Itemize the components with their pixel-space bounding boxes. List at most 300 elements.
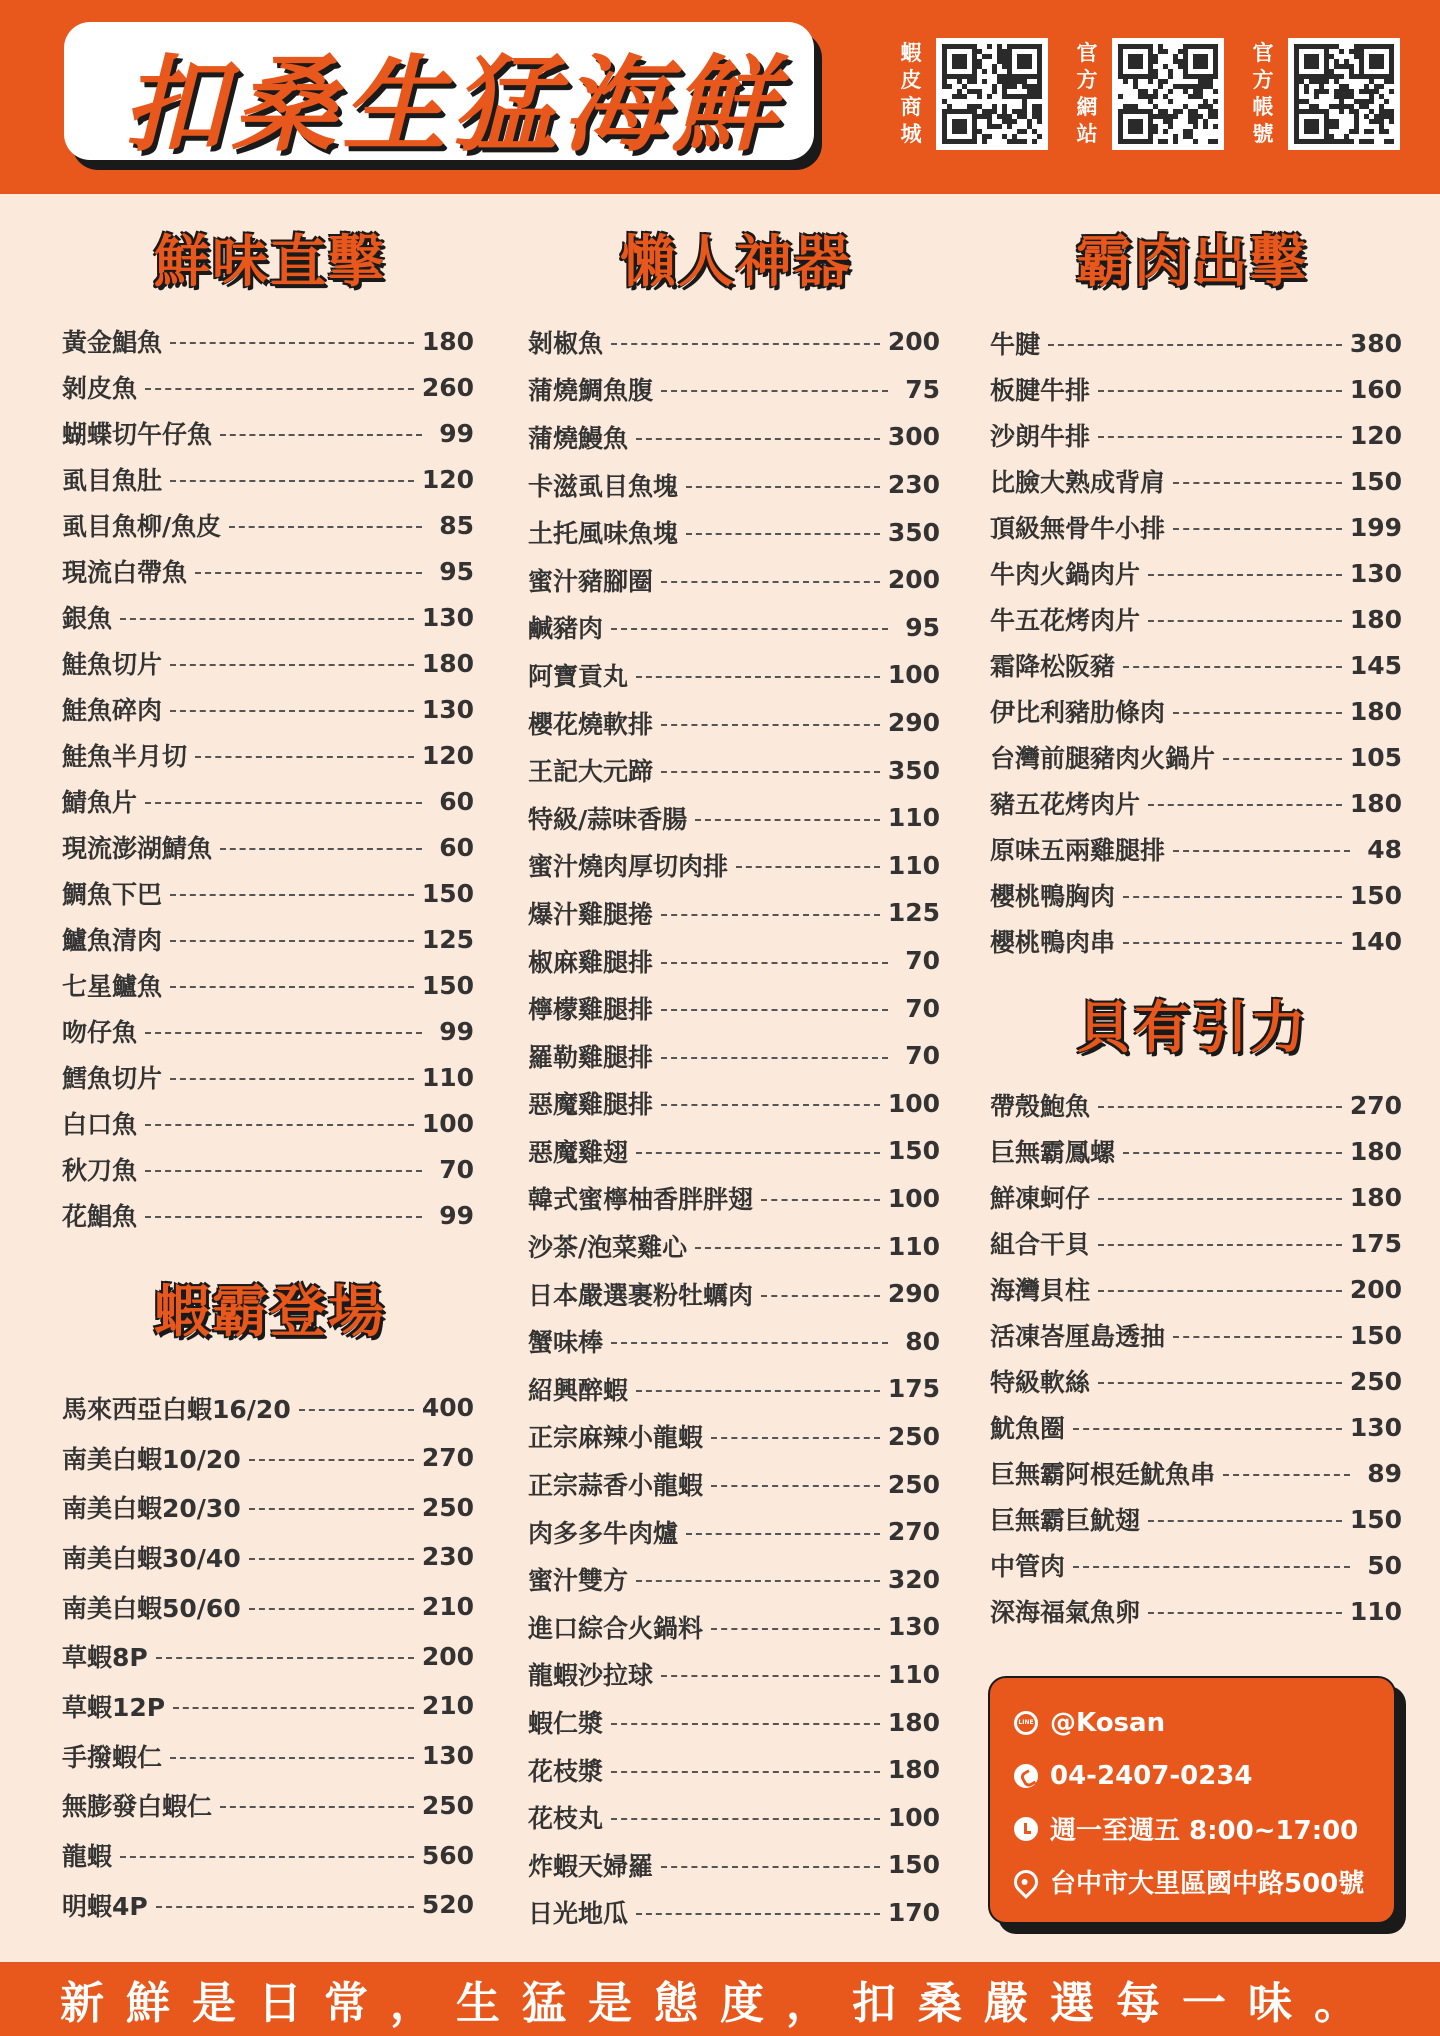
menu-item-name: 比臉大熟成背肩 — [990, 468, 1166, 497]
menu-item-name: 櫻桃鴨肉串 — [990, 928, 1116, 957]
dotted-leader — [661, 1057, 888, 1059]
menu-item-price: 180 — [1349, 696, 1402, 726]
menu-item — [528, 1127, 940, 1175]
menu-item-price: 60 — [439, 786, 474, 816]
menu-item-price: 120 — [421, 464, 474, 494]
dotted-leader — [1173, 1336, 1342, 1338]
menu-item-price: 130 — [1349, 1412, 1402, 1442]
menu-item-price: 520 — [421, 1890, 474, 1920]
dotted-leader — [1148, 1612, 1342, 1614]
dotted-leader — [220, 434, 422, 436]
menu-item — [62, 1880, 474, 1930]
dotted-leader — [1148, 574, 1342, 576]
phone-icon — [1014, 1764, 1038, 1788]
menu-item — [62, 870, 474, 916]
dotted-leader — [1223, 758, 1342, 760]
dotted-leader — [661, 1009, 888, 1011]
dotted-leader — [249, 1459, 414, 1461]
dotted-leader — [611, 343, 880, 345]
menu-item — [990, 320, 1402, 366]
menu-item — [528, 1413, 940, 1461]
dotted-leader — [220, 848, 422, 850]
dotted-leader — [145, 1124, 414, 1126]
menu-item-name: 正宗蒜香小龍蝦 — [528, 1471, 704, 1501]
menu-item — [528, 413, 940, 461]
menu-item-name: 正宗麻辣小龍蝦 — [528, 1423, 704, 1453]
menu-item — [990, 1312, 1402, 1358]
menu-item-name: 馬來西亞白蝦16/20 — [62, 1394, 291, 1424]
dotted-leader — [711, 1437, 880, 1439]
menu-item — [62, 456, 474, 502]
qr-website[interactable] — [1074, 38, 1224, 150]
dotted-leader — [661, 581, 880, 583]
menu-item — [990, 1588, 1402, 1634]
contact-address[interactable] — [1014, 1855, 1370, 1908]
menu-item — [990, 1450, 1402, 1496]
menu-item-price: 180 — [1349, 1136, 1402, 1166]
dotted-leader — [229, 526, 422, 528]
dotted-leader — [686, 533, 880, 535]
menu-item — [62, 594, 474, 640]
menu-item-price: 130 — [1349, 558, 1402, 588]
menu-item-price: 70 — [905, 993, 940, 1023]
menu-item — [62, 1433, 474, 1483]
menu-item-price: 89 — [1367, 1458, 1402, 1488]
contact-card — [988, 1676, 1396, 1924]
dotted-leader — [145, 1216, 422, 1218]
dotted-leader — [1098, 436, 1342, 438]
menu-item-name: 豬五花烤肉片 — [990, 790, 1141, 819]
menu-item-name: 伊比利豬肋條肉 — [990, 698, 1166, 727]
menu-item-price: 110 — [887, 1231, 940, 1261]
menu-item-price: 180 — [1349, 1182, 1402, 1212]
menu-item — [528, 1175, 940, 1223]
menu-item — [990, 596, 1402, 642]
address: 台中市大里區國中路500號 — [1050, 1869, 1365, 1899]
menu-item — [528, 1841, 940, 1889]
menu-item — [62, 1146, 474, 1192]
dotted-leader — [170, 664, 414, 666]
menu-item — [990, 872, 1402, 918]
menu-item-price: 110 — [887, 850, 940, 880]
dotted-leader — [195, 756, 414, 758]
menu-item-price: 125 — [887, 898, 940, 928]
menu-item-price: 50 — [1367, 1550, 1402, 1580]
menu-item — [528, 1793, 940, 1841]
menu-item-name: 活凍峇厘島透抽 — [990, 1322, 1166, 1351]
menu-item — [528, 842, 940, 890]
menu-item-price: 150 — [1349, 880, 1402, 910]
menu-item-name: 白口魚 — [62, 1110, 138, 1139]
dotted-leader — [1123, 1152, 1342, 1154]
dotted-leader — [611, 1771, 880, 1773]
menu-item-price: 105 — [1349, 742, 1402, 772]
menu-item — [62, 1582, 474, 1632]
menu-item-price: 140 — [1349, 926, 1402, 956]
menu-item — [62, 1100, 474, 1146]
dotted-leader — [145, 388, 414, 390]
menu-item-price: 100 — [887, 1183, 940, 1213]
dotted-leader — [1148, 620, 1342, 622]
menu-item — [62, 686, 474, 732]
menu-item-name: 巨無霸巨魷翅 — [990, 1506, 1141, 1535]
menu-item-price: 180 — [1349, 788, 1402, 818]
menu-item — [528, 556, 940, 604]
menu-item-price: 210 — [421, 1592, 474, 1622]
section-title-lazy: 懶人神器 — [620, 230, 852, 295]
menu-item-name: 羅勒雞腿排 — [528, 1042, 654, 1072]
dotted-leader — [661, 1866, 880, 1868]
dotted-leader — [170, 986, 414, 988]
menu-item-price: 99 — [439, 418, 474, 448]
dotted-leader — [636, 1913, 880, 1915]
menu-item-price: 230 — [887, 470, 940, 500]
dotted-leader — [156, 1657, 414, 1659]
dotted-leader — [636, 1390, 880, 1392]
menu-item-name: 櫻桃鴨胸肉 — [990, 882, 1116, 911]
menu-item-name: 巨無霸鳳螺 — [990, 1138, 1116, 1167]
dotted-leader — [661, 724, 880, 726]
menu-item-name: 日光地瓜 — [528, 1899, 629, 1929]
menu-item-price: 110 — [421, 1062, 474, 1092]
menu-item-name: 南美白蝦50/60 — [62, 1593, 241, 1623]
menu-list-fresh — [62, 318, 474, 1238]
menu-item — [990, 734, 1402, 780]
menu-item — [528, 1508, 940, 1556]
menu-item-price: 120 — [1349, 420, 1402, 450]
menu-item-price: 380 — [1349, 328, 1402, 358]
menu-item — [990, 458, 1402, 504]
dotted-leader — [1098, 1106, 1342, 1108]
dotted-leader — [220, 1806, 414, 1808]
dotted-leader — [1148, 1520, 1342, 1522]
menu-item-price: 290 — [887, 708, 940, 738]
line-id: @Kosan — [1050, 1707, 1166, 1738]
menu-item-price: 170 — [887, 1897, 940, 1927]
menu-item — [62, 1731, 474, 1781]
dotted-leader — [170, 1757, 414, 1759]
menu-item-price: 110 — [887, 803, 940, 833]
menu-item-price: 250 — [421, 1790, 474, 1820]
menu-item — [528, 984, 940, 1032]
menu-item-name: 花枝漿 — [528, 1756, 604, 1786]
menu-item-price: 75 — [905, 374, 940, 404]
dotted-leader — [636, 676, 880, 678]
menu-item-price: 70 — [439, 1154, 474, 1184]
menu-item-price: 130 — [421, 1741, 474, 1771]
menu-item-price: 199 — [1349, 512, 1402, 542]
menu-item-price: 95 — [439, 556, 474, 586]
menu-item-price: 130 — [887, 1612, 940, 1642]
dotted-leader — [170, 940, 414, 942]
business-hours: 週一至週五 8:00~17:00 — [1050, 1816, 1359, 1846]
dotted-leader — [695, 819, 880, 821]
menu-item — [62, 364, 474, 410]
menu-item-name: 蜜汁燒肉厚切肉排 — [528, 852, 729, 882]
dotted-leader — [695, 1247, 880, 1249]
menu-item — [990, 1174, 1402, 1220]
menu-item — [528, 746, 940, 794]
dotted-leader — [170, 710, 414, 712]
menu-item — [62, 1054, 474, 1100]
menu-item-name: 虱目魚柳/魚皮 — [62, 512, 222, 541]
dotted-leader — [1098, 1198, 1342, 1200]
menu-item-price: 250 — [887, 1421, 940, 1451]
menu-item-name: 檸檬雞腿排 — [528, 995, 654, 1025]
menu-item — [528, 1365, 940, 1413]
menu-item-name: 板腱牛排 — [990, 376, 1091, 405]
menu-item — [62, 548, 474, 594]
menu-item-name: 蜜汁豬腳圈 — [528, 566, 654, 596]
contact-line[interactable] — [1014, 1696, 1370, 1749]
menu-item — [990, 688, 1402, 734]
dotted-leader — [686, 486, 880, 488]
dotted-leader — [611, 1818, 880, 1820]
menu-item-name: 牛五花烤肉片 — [990, 606, 1141, 635]
menu-item-price: 120 — [421, 740, 474, 770]
menu-item-name: 蒲燒鰻魚 — [528, 423, 629, 453]
menu-item — [528, 937, 940, 985]
dotted-leader — [173, 1707, 414, 1709]
menu-item — [990, 1496, 1402, 1542]
menu-item-name: 龍蝦沙拉球 — [528, 1661, 654, 1691]
menu-item-name: 草蝦8P — [62, 1643, 148, 1673]
menu-item — [62, 732, 474, 778]
menu-item-name: 中管肉 — [990, 1552, 1066, 1581]
footer-banner — [0, 1962, 1440, 2036]
menu-item-name: 龍蝦 — [62, 1842, 113, 1872]
dotted-leader — [1098, 390, 1342, 392]
brand-title: 扣桑生猛海鮮 — [121, 44, 782, 166]
menu-item-name: 花鯧魚 — [62, 1202, 138, 1231]
menu-item — [62, 1192, 474, 1238]
menu-item — [528, 794, 940, 842]
menu-item-price: 95 — [905, 612, 940, 642]
menu-item — [62, 1830, 474, 1880]
menu-item — [62, 1482, 474, 1532]
menu-item-price: 100 — [421, 1108, 474, 1138]
menu-item-name: 沙朗牛排 — [990, 422, 1091, 451]
location-pin-icon — [1009, 1865, 1043, 1899]
dotted-leader — [1098, 1382, 1342, 1384]
menu-item-name: 特級軟絲 — [990, 1368, 1091, 1397]
menu-item-price: 200 — [421, 1641, 474, 1671]
dotted-leader — [170, 1078, 414, 1080]
dotted-leader — [611, 1723, 880, 1725]
menu-item-name: 蟹味棒 — [528, 1328, 604, 1358]
menu-item — [990, 412, 1402, 458]
menu-item-price: 70 — [905, 946, 940, 976]
menu-item-name: 鱈魚切片 — [62, 1064, 163, 1093]
menu-item-name: 深海福氣魚卵 — [990, 1598, 1141, 1627]
qr-code-icon[interactable] — [1112, 38, 1224, 150]
menu-item-price: 99 — [439, 1016, 474, 1046]
menu-item-name: 虱目魚肚 — [62, 466, 163, 495]
menu-item-price: 150 — [1349, 1504, 1402, 1534]
dotted-leader — [120, 618, 414, 620]
menu-item — [62, 778, 474, 824]
menu-item-name: 原味五兩雞腿排 — [990, 836, 1166, 865]
dotted-leader — [1173, 850, 1350, 852]
contact-hours — [1014, 1802, 1370, 1855]
menu-list-shrimp — [62, 1383, 474, 1930]
menu-item-price: 130 — [421, 602, 474, 632]
menu-item — [990, 780, 1402, 826]
dotted-leader — [636, 438, 880, 440]
menu-item-name: 炸蝦天婦羅 — [528, 1851, 654, 1881]
menu-item-name: 王記大元蹄 — [528, 757, 654, 787]
dotted-leader — [1073, 1566, 1350, 1568]
menu-item — [990, 366, 1402, 412]
menu-item-price: 80 — [905, 1326, 940, 1356]
menu-item-name: 惡魔雞翅 — [528, 1137, 629, 1167]
menu-item-name: 紹興醉蝦 — [528, 1375, 629, 1405]
menu-item — [990, 1358, 1402, 1404]
menu-item — [528, 1698, 940, 1746]
menu-item-name: 吻仔魚 — [62, 1018, 138, 1047]
menu-item-name: 花枝丸 — [528, 1804, 604, 1834]
dotted-leader — [145, 1032, 422, 1034]
menu-item — [62, 1681, 474, 1731]
dotted-leader — [249, 1608, 414, 1610]
dotted-leader — [611, 628, 888, 630]
menu-item-name: 沙茶/泡菜雞心 — [528, 1233, 688, 1263]
menu-item — [990, 1542, 1402, 1588]
menu-item-name: 日本嚴選裹粉牡蠣肉 — [528, 1280, 754, 1310]
menu-item-price: 100 — [887, 660, 940, 690]
footer-slogan: 新鮮是日常，生猛是態度，扣桑嚴選每一味。 — [60, 1978, 1380, 2029]
menu-item — [62, 502, 474, 548]
menu-item-price: 210 — [421, 1691, 474, 1721]
menu-item-price: 250 — [887, 1469, 940, 1499]
dotted-leader — [736, 866, 880, 868]
menu-item-name: 蜜汁雙方 — [528, 1566, 629, 1596]
menu-item-name: 無膨發白蝦仁 — [62, 1792, 213, 1822]
menu-item-price: 300 — [887, 422, 940, 452]
menu-item-price: 110 — [1349, 1596, 1402, 1626]
menu-item-name: 草蝦12P — [62, 1692, 166, 1722]
menu-item-price: 180 — [887, 1755, 940, 1785]
menu-item-price: 175 — [1349, 1228, 1402, 1258]
qr-code-icon[interactable] — [1288, 38, 1400, 150]
menu-item-price: 150 — [887, 1136, 940, 1166]
menu-item — [528, 1555, 940, 1603]
menu-item-price: 270 — [1349, 1090, 1402, 1120]
menu-item-name: 鮭魚碎肉 — [62, 696, 163, 725]
dotted-leader — [1098, 1290, 1342, 1292]
section-title-shell: 貝有引力 — [1076, 996, 1308, 1061]
clock-icon — [1014, 1817, 1038, 1841]
menu-item-price: 100 — [887, 1088, 940, 1118]
menu-item-price: 145 — [1349, 650, 1402, 680]
header-banner — [0, 0, 1440, 194]
menu-item-price: 270 — [887, 1517, 940, 1547]
menu-item-price: 200 — [887, 327, 940, 357]
menu-item-price: 48 — [1367, 834, 1402, 864]
menu-item-name: 鯖魚片 — [62, 788, 138, 817]
dotted-leader — [761, 1295, 880, 1297]
menu-item — [990, 826, 1402, 872]
dotted-leader — [661, 914, 880, 916]
menu-item-price: 130 — [421, 694, 474, 724]
menu-item — [528, 1270, 940, 1318]
qr-label: 官方網站 — [1076, 41, 1098, 146]
menu-item-name: 魷魚圈 — [990, 1414, 1066, 1443]
menu-item — [990, 1128, 1402, 1174]
dotted-leader — [611, 1342, 888, 1344]
menu-item-name: 椒麻雞腿排 — [528, 947, 654, 977]
menu-item — [528, 318, 940, 366]
menu-item-name: 鮭魚切片 — [62, 650, 163, 679]
phone-number: 04-2407-0234 — [1050, 1760, 1253, 1791]
menu-item-name: 韓式蜜檸柚香胖胖翅 — [528, 1185, 754, 1215]
dotted-leader — [1073, 1428, 1342, 1430]
menu-item-name: 特級/蒜味香腸 — [528, 804, 688, 834]
dotted-leader — [1123, 666, 1342, 668]
dotted-leader — [636, 1152, 880, 1154]
menu-item-name: 巨無霸阿根廷魷魚串 — [990, 1460, 1216, 1489]
menu-item — [528, 1651, 940, 1699]
qr-shopee[interactable] — [898, 38, 1048, 150]
menu-item-price: 150 — [1349, 1320, 1402, 1350]
dotted-leader — [711, 1628, 880, 1630]
menu-item-price: 150 — [421, 970, 474, 1000]
menu-item-name: 現流澎湖鯖魚 — [62, 834, 213, 863]
menu-item-name: 秋刀魚 — [62, 1156, 138, 1185]
menu-item-name: 爆汁雞腿捲 — [528, 899, 654, 929]
menu-item — [62, 824, 474, 870]
qr-code-icon[interactable] — [936, 38, 1048, 150]
menu-item-price: 110 — [887, 1659, 940, 1689]
menu-item-price: 560 — [421, 1840, 474, 1870]
menu-item-price: 260 — [421, 372, 474, 402]
menu-item-name: 鮭魚半月切 — [62, 742, 188, 771]
dotted-leader — [145, 1170, 422, 1172]
dotted-leader — [195, 572, 422, 574]
qr-label: 官方帳號 — [1252, 41, 1274, 146]
menu-item — [528, 1603, 940, 1651]
menu-item-price: 160 — [1349, 374, 1402, 404]
dotted-leader — [1048, 344, 1342, 346]
menu-item — [528, 699, 940, 747]
menu-item-price: 250 — [1349, 1366, 1402, 1396]
line-icon — [1014, 1711, 1038, 1735]
menu-item — [990, 642, 1402, 688]
dotted-leader — [761, 1199, 880, 1201]
menu-item — [528, 1460, 940, 1508]
dotted-leader — [661, 771, 880, 773]
dotted-leader — [686, 1533, 880, 1535]
menu-item-name: 帶殼鮑魚 — [990, 1092, 1091, 1121]
qr-line-account[interactable] — [1250, 38, 1400, 150]
menu-item-name: 蝦仁漿 — [528, 1709, 604, 1739]
menu-item-price: 290 — [887, 1279, 940, 1309]
menu-item-name: 櫻花燒軟排 — [528, 709, 654, 739]
menu-item-name: 蒲燒鯛魚腹 — [528, 376, 654, 406]
menu-item-price: 400 — [421, 1393, 474, 1423]
qr-label: 蝦皮商城 — [900, 41, 922, 146]
menu-item — [528, 1222, 940, 1270]
menu-item — [528, 651, 940, 699]
dotted-leader — [249, 1508, 414, 1510]
menu-item-price: 100 — [887, 1802, 940, 1832]
menu-item-name: 現流白帶魚 — [62, 558, 188, 587]
menu-item-price: 320 — [887, 1564, 940, 1594]
brand-logo — [72, 22, 832, 170]
dotted-leader — [711, 1485, 880, 1487]
contact-phone[interactable] — [1014, 1749, 1370, 1802]
dotted-leader — [1173, 482, 1342, 484]
